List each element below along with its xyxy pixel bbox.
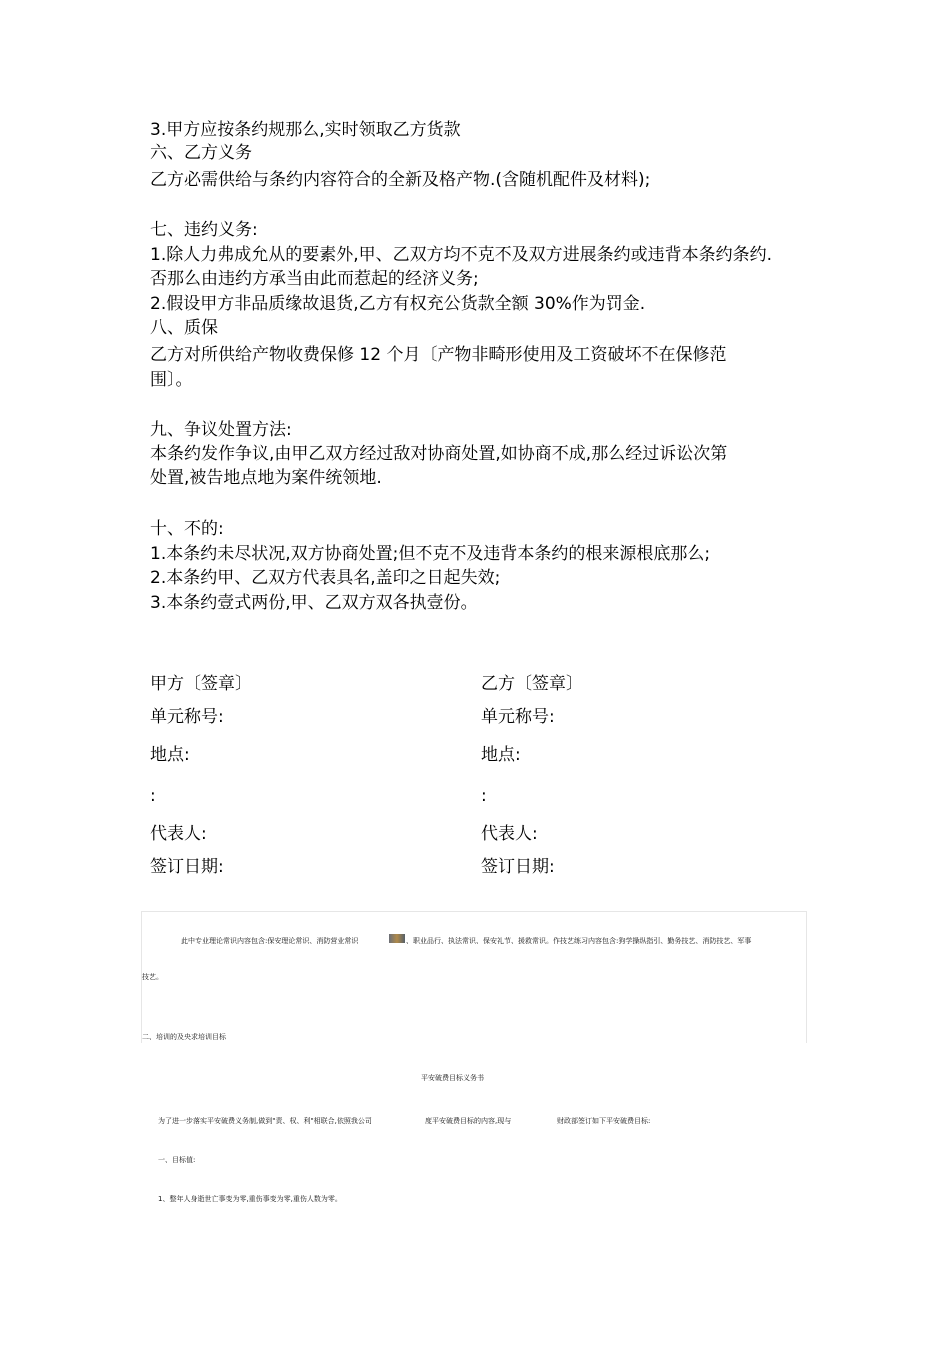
section-heading: 八、质保 [150, 318, 218, 338]
section-heading: 六、乙方义务 [150, 143, 252, 163]
section-heading: 十、不的: [150, 519, 224, 539]
contract-clause-line: 1.除人力弗成允从的要素外,甲、乙双方均不克不及双方进展条约或违背本条约条约. [150, 245, 773, 265]
section-heading: 七、违约义务: [150, 220, 258, 240]
party-a-seal-label: 甲方〔签章〕 [150, 674, 252, 694]
contract-clause-line: 乙方必需供给与条约内容符合的全新及格产物.(含随机配件及材料); [150, 170, 651, 190]
safety-intro-line: 财政部签订如下平安破费目标: [557, 1117, 651, 1125]
section-heading: 九、争议处置方法: [150, 420, 292, 440]
training-content-line: 技艺。 [142, 973, 163, 981]
contract-clause-line: 3.甲方应按条约规那么,实时领取乙方货款 [150, 120, 461, 140]
contract-clause-line: 1.本条约未尽状况,双方协商处置;但不克不及违背本条约的根来源根底那么; [150, 544, 711, 564]
party-b-unit-name-label: 单元称号: [481, 707, 555, 727]
party-a-unit-name-label: 单元称号: [150, 707, 224, 727]
party-b-address-label: 地点: [481, 745, 521, 765]
contract-clause-line: 围〕。 [150, 370, 193, 390]
contract-clause-line: 本条约发作争议,由甲乙双方经过敌对协商处置,如协商不成,那么经过诉讼次第 [150, 444, 728, 464]
safety-goal-heading: 一、目标值: [158, 1156, 196, 1164]
safety-intro-line: 为了进一步落实平安破费义务制,做到"责、权、利"相联合,依照我公司 [158, 1117, 372, 1125]
contract-clause-line: 乙方对所供给产物收费保修 12 个月〔产物非畸形使用及工资破坏不在保修范 [150, 345, 727, 365]
contract-clause-line: 2.假设甲方非品质缘故退货,乙方有权充公货款全额 30%作为罚金. [150, 294, 646, 314]
party-a-representative-label: 代表人: [150, 824, 207, 844]
party-a-sign-date-label: 签订日期: [150, 857, 224, 877]
safety-goal-item: 1、整年人身逝世亡事变为零,重伤事变为零,重伤人数为零。 [158, 1195, 342, 1203]
party-b-colon-line: : [481, 786, 487, 806]
contract-clause-line: 3.本条约壹式两份,甲、乙双方双各执壹份。 [150, 593, 478, 613]
contract-clause-line: 处置,被告地点地为案件统领地. [150, 468, 382, 488]
party-b-sign-date-label: 签订日期: [481, 857, 555, 877]
inline-thumbnail-image [389, 934, 405, 943]
training-content-line: 此中专业理论常识内容包含:保安理论常识、消防营业常识 [181, 937, 359, 945]
training-excerpt-frame [141, 911, 807, 1043]
contract-clause-line: 2.本条约甲、乙双方代表具名,盖印之日起失效; [150, 568, 501, 588]
safety-intro-line: 度平安破费目标的内容,现与 [425, 1117, 512, 1125]
party-b-representative-label: 代表人: [481, 824, 538, 844]
safety-doc-title: 平安破费目标义务书 [421, 1074, 484, 1082]
training-goal-heading: 二、培训的及央求培训目标 [142, 1033, 226, 1041]
contract-clause-line: 否那么由违约方承当由此而惹起的经济义务; [150, 269, 479, 289]
party-b-seal-label: 乙方〔签章〕 [481, 674, 583, 694]
party-a-address-label: 地点: [150, 745, 190, 765]
party-a-colon-line: : [150, 786, 156, 806]
training-content-line: 、职业品行、执法常识、保安礼节、援救常识。作技艺练习内容包含:狗学操纵指引、勤务技艺、消防技艺、军事 [406, 937, 752, 945]
